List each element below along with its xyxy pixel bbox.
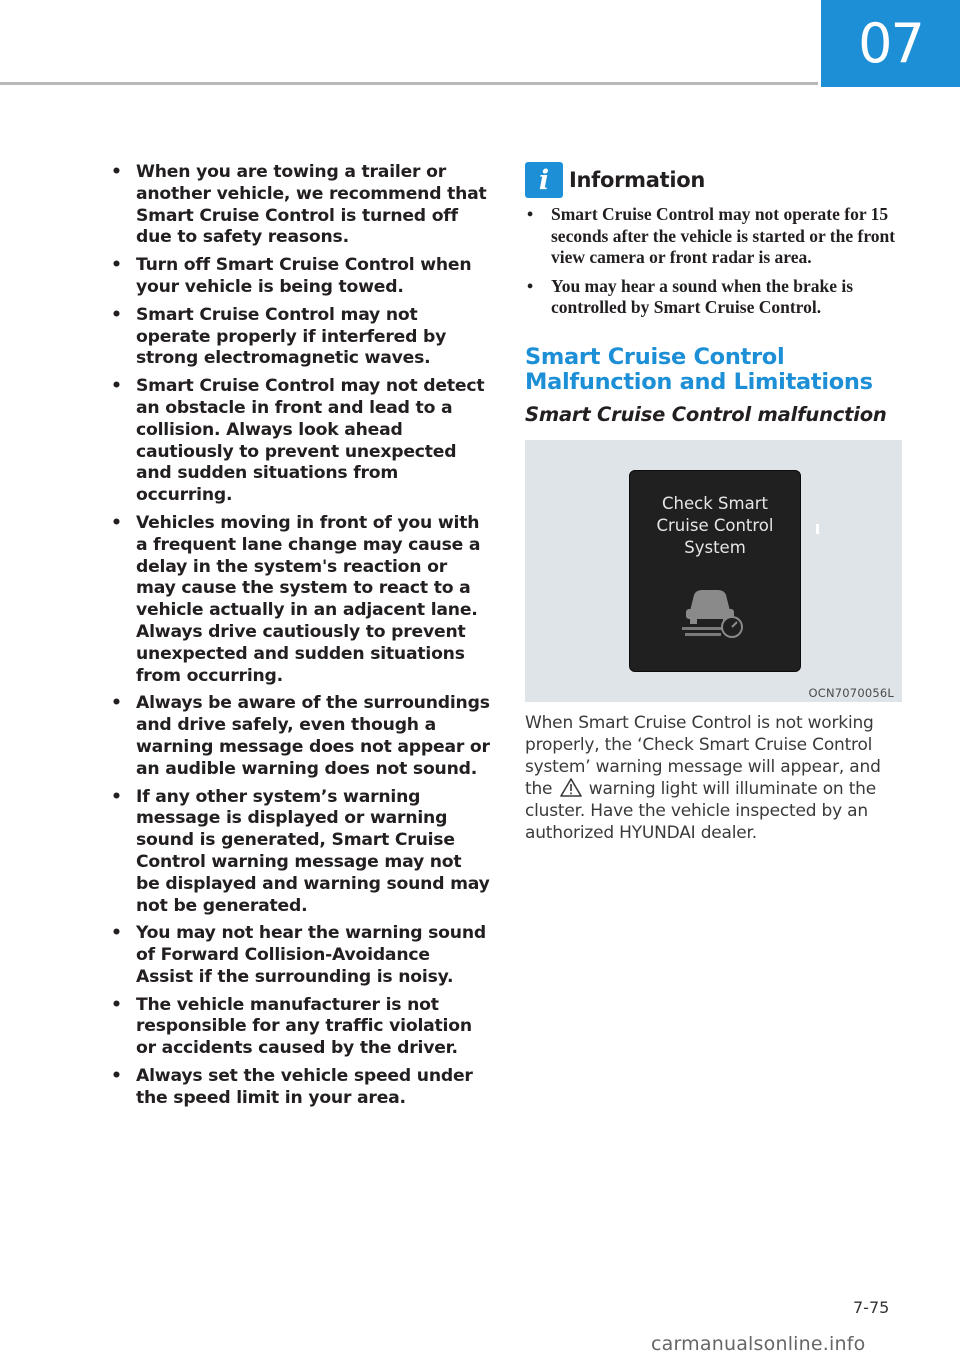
- info-header: [525, 160, 905, 200]
- info-icon: i: [525, 162, 563, 198]
- display-edge-marker: [816, 524, 819, 534]
- display-message: Check Smart Cruise Control System: [656, 493, 774, 557]
- cluster-display: [629, 470, 801, 672]
- chapter-tab: 07: [821, 0, 960, 87]
- watermark-link[interactable]: carmanualsonline.info: [651, 1333, 866, 1355]
- list-item: • You may not hear the warning sound of Forward Collision-Avoidance Assist if the surrounding is noisy.: [111, 923, 486, 987]
- list-item: • Smart Cruise Control may not detect an obstacle in front and lead to a collision. Always look ahead cautiously to prevent unexpected and sudden situations from occurring.: [111, 376, 485, 506]
- list-item: • Turn off Smart Cruise Control when your vehicle is being towed.: [111, 255, 472, 297]
- list-item: • When you are towing a trailer or another vehicle, we recommend that Smart Cruise Control is turned off due to safety reasons.: [111, 162, 487, 248]
- info-title: Information: [569, 168, 706, 192]
- car-speed-icon: [680, 581, 750, 641]
- figure-code: OCN7070056L: [808, 685, 894, 700]
- right-column: [525, 160, 905, 844]
- left-column: [110, 162, 490, 1116]
- warning-triangle-icon: [560, 778, 582, 797]
- list-item: • Smart Cruise Control may not operate properly if interfered by strong electromagnetic waves.: [111, 304, 447, 369]
- malfunction-description: When Smart Cruise Control is not working properly, the ‘Check Smart Cruise Control system’ warning message will appear, and the warning light will illuminate on the cluster. Have the vehicle inspected by an authorized HYUNDAI dealer.: [525, 712, 881, 843]
- header-rule: [0, 82, 818, 85]
- list-item: • If any other system’s warning message is displayed or warning sound is generated, Smart Cruise Control warning message may not be displayed and warning sound may not be generated.: [111, 786, 490, 916]
- info-list: [525, 204, 905, 319]
- list-item: • Always be aware of the surroundings and drive safely, even though a warning message does not appear or an audible warning does not sound.: [111, 693, 490, 779]
- list-item: • Vehicles moving in front of you with a frequent lane change may cause a delay in the system's reaction or may cause the system to react to a vehicle actually in an adjacent lane. Always drive cautiously to prevent unexpected and sudden situations from occurring.: [111, 512, 481, 686]
- list-item: • Always set the vehicle speed under the speed limit in your area.: [111, 1066, 473, 1108]
- list-item: • You may hear a sound when the brake is controlled by Smart Cruise Control.: [527, 275, 854, 318]
- cluster-display-figure: [525, 440, 902, 702]
- caution-list: [110, 162, 490, 1110]
- page-number: 7-75: [853, 1298, 890, 1317]
- list-item: • The vehicle manufacturer is not responsible for any traffic violation or accidents caused by the driver.: [111, 994, 472, 1059]
- section-subtitle: Smart Cruise Control malfunction: [525, 402, 887, 426]
- section-title: Smart Cruise Control Malfunction and Limitations: [525, 343, 873, 396]
- list-item: • Smart Cruise Control may not operate for 15 seconds after the vehicle is started or the front view camera or front radar is area.: [527, 204, 896, 268]
